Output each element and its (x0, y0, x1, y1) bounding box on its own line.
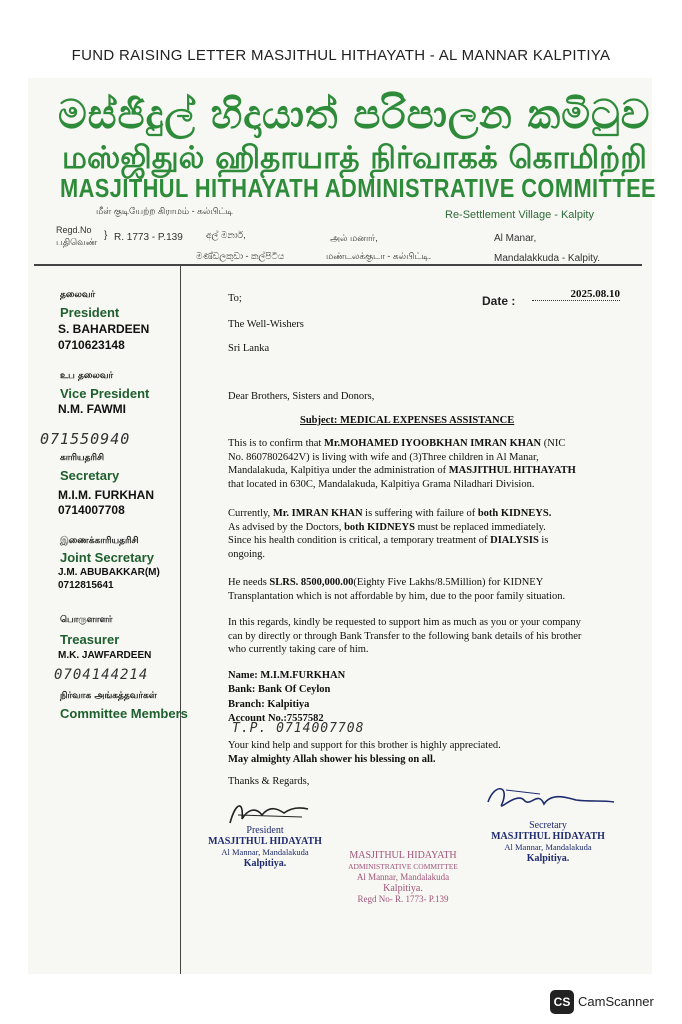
vice-president-name: N.M. FAWMI (58, 402, 126, 416)
joint-secretary-phone: 0712815641 (58, 580, 114, 591)
president-name: S. BAHARDEEN (58, 322, 150, 336)
salutation: Dear Brothers, Sisters and Donors, (228, 391, 375, 402)
regd-number: R. 1773 - P.139 (114, 232, 183, 243)
secretary-phone: 0714007708 (58, 503, 125, 517)
address-tamil-2: மண்டலக்குடா - கல்பிட்டி. (326, 251, 432, 261)
treasurer-name: M.K. JAWFARDEEN (58, 650, 152, 661)
paragraph-amount: He needs SLRS. 8500,000.00(Eighty Five Lakhs/8.5Million) for KIDNEY Transplantation which is not affordable by him, due to the poor family situation. (228, 577, 566, 602)
letterhead-divider (34, 264, 642, 266)
bank-branch: Branch: Kalpitiya (228, 699, 310, 710)
address-sinhala-2: මණ්ඩලකුඩා - කල්පිටිය (196, 251, 285, 261)
date-value: 2025.08.10 (532, 288, 620, 301)
vice-president-handwritten-phone: 071550940 (40, 430, 131, 448)
date-label: Date : (482, 294, 516, 308)
camscanner-watermark: CamScanner (578, 994, 654, 1009)
committee-members-role: Committee Members (60, 706, 188, 721)
paragraph-request: In this regards, kindly be requested to support him as much as you or your company can by directly or through Bank Transfer to the following bank details of his brother who currently taking care of him. (228, 617, 582, 655)
camscanner-logo-icon: CS (550, 990, 574, 1014)
joint-secretary-name: J.M. ABUBAKKAR(M) (58, 567, 160, 578)
closing-line-1: Your kind help and support for this brother is highly appreciated. (228, 740, 501, 751)
letterhead-tamil-title: மஸ்ஜிதுல் ஹிதாயாத் நிர்வாகக் கொமிற்றி (62, 140, 647, 176)
joint-secretary-role: Joint Secretary (60, 550, 154, 565)
secretary-role: Secretary (60, 468, 120, 483)
address-tamil-1: அல் மனார், (330, 233, 378, 243)
bank-bank: Bank: Bank Of Ceylon (228, 684, 331, 695)
recipient-line-1: The Well-Wishers (228, 319, 304, 330)
address-english-2: Mandalakkuda - Kalpity. (494, 253, 600, 264)
bank-account: Account No.:7557582 (228, 713, 324, 724)
treasurer-handwritten-phone: 0704144214 (54, 667, 149, 683)
letterhead-english-title: MASJITHUL HITHAYATH ADMINISTRATIVE COMMITTEE (60, 173, 657, 203)
committee-members-tamil: நிர்வாக அங்கத்தவர்கள் (60, 691, 157, 701)
address-english-1: Al Manar, (494, 233, 537, 244)
thanks-regards: Thanks & Regards, (228, 776, 310, 787)
secretary-name: M.I.M. FURKHAN (58, 488, 154, 502)
letterhead-tamil-village: மீள் குடியேற்ற கிராமம் - கல்பிட்டி (96, 206, 233, 216)
president-stamp: President MASJITHUL HIDAYATH Al Mannar, Mandalakuda Kalpitiya. (208, 825, 322, 869)
closing-line-2: May almighty Allah shower his blessing on all. (228, 754, 436, 765)
secretary-signature (480, 782, 620, 822)
regd-bracket: } (104, 230, 108, 241)
treasurer-role: Treasurer (60, 632, 120, 647)
secretary-tamil: காரியதரிசி (60, 453, 105, 463)
secretary-stamp: Secretary MASJITHUL HIDAYATH Al Mannar, Mandalakuda Kalpitiya. (491, 820, 605, 864)
president-role: President (60, 305, 120, 320)
committee-stamp: MASJITHUL HIDAYATH ADMINISTRATIVE COMMITTEE Al Mannar, Mandalakuda Kalpitiya. Regd No- R. 1773- P.139 (348, 850, 458, 904)
recipient-line-2: Sri Lanka (228, 343, 270, 354)
president-phone: 0710623148 (58, 338, 125, 352)
letterhead-sinhala-title: මස්ජිදුල් හිදායාත් පරිපාලන කමිටුව (58, 92, 651, 138)
treasurer-tamil: பொருளாளர் (60, 615, 113, 625)
bank-name: Name: M.I.M.FURKHAN (228, 670, 346, 681)
bank-handwritten-phone: T.P. 0714007708 (232, 721, 365, 736)
page-caption: FUND RAISING LETTER MASJITHUL HITHAYATH - AL MANNAR KALPITIYA (71, 47, 611, 64)
vice-president-tamil: உப தலைவர் (60, 371, 114, 381)
regd-label: Regd.No (56, 225, 92, 235)
subject-line: Subject: MEDICAL EXPENSES ASSISTANCE (300, 415, 515, 426)
vice-president-role: Vice President (60, 386, 150, 401)
paragraph-confirmation: This is to confirm that Mr.MOHAMED IYOOBKHAN IMRAN KHAN (NIC No. 8607802642V) is living with wife and (3)Three children in Al Manar, Mandalakuda, Kalpitiya under the administration of MASJITHUL HITHAYATH that located in 630C, Mandalakuda, Kalpitiya Grama Niladhari Division. (228, 438, 576, 490)
paragraph-condition: Currently, Mr. IMRAN KHAN is suffering with failure of both KIDNEYS. As advised by the Doctors, both KIDNEYS must be replaced immediately. Since his health condition is critical, a temporary treatment of DIALYSIS is ongoing. (228, 508, 552, 560)
to-label: To; (228, 293, 242, 304)
address-sinhala-1: අල් මනාර්, (206, 230, 246, 240)
president-tamil: தலைவர் (60, 290, 96, 300)
joint-secretary-tamil: இணைக்காரியதரிசி (60, 536, 139, 546)
regd-tamil: பதிவெண் (56, 237, 98, 247)
sidebar-divider (180, 264, 181, 974)
letterhead-resettlement: Re-Settlement Village - Kalpity (445, 209, 594, 221)
